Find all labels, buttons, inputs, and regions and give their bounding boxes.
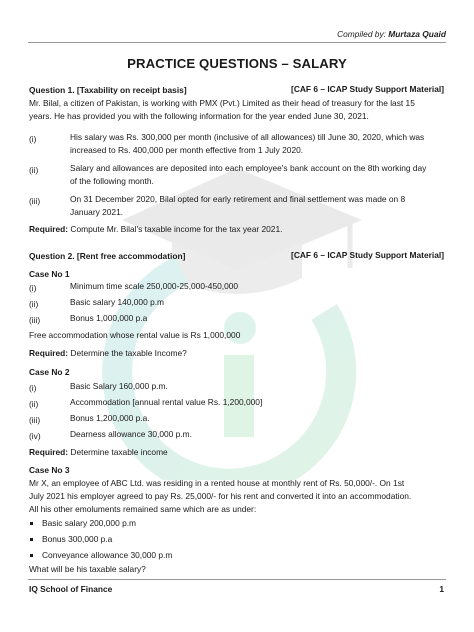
bullet-dot bbox=[30, 554, 33, 557]
q1-item-number: (i) bbox=[29, 134, 37, 144]
compiler-name: Murtaza Quaid bbox=[388, 29, 446, 39]
case1-required bbox=[29, 347, 187, 360]
case2-required bbox=[29, 446, 168, 459]
compiled-label: Compiled by: bbox=[337, 29, 389, 39]
q1-item-line: Salary and allowances are deposited into each employee's bank account on the 8th working day bbox=[70, 163, 427, 173]
footer-school-name: IQ School of Finance bbox=[29, 584, 113, 594]
case3-question: What will be his taxable salary? bbox=[29, 564, 146, 574]
case3-bullet-item: Conveyance allowance 30,000 p.m bbox=[42, 550, 173, 560]
case3-intro-line: Mr X, an employee of ABC Ltd. was residing in a rented house at monthly rent of Rs. 50,000/-. On 1st bbox=[29, 478, 405, 488]
page-title: PRACTICE QUESTIONS – SALARY bbox=[127, 56, 347, 71]
page-number: 1 bbox=[439, 584, 444, 594]
case2-item-number: (iv) bbox=[29, 431, 41, 441]
q1-intro-line: years. He has provided you with the following information for the year ended June 30, 2021. bbox=[29, 111, 369, 121]
required-label: Required: bbox=[29, 348, 69, 358]
case3-intro-line: July 2021 his employer agreed to pay Rs. 25,000/- for his rent and converted it into an accommodation. bbox=[29, 491, 412, 501]
required-label: Required: bbox=[29, 447, 69, 457]
case2-item-text: Dearness allowance 30,000 p.m. bbox=[70, 429, 192, 439]
header-divider bbox=[28, 42, 446, 43]
case1-title: Case No 1 bbox=[29, 269, 70, 279]
required-label: Required: bbox=[29, 224, 69, 234]
required-text: Determine the taxable Income? bbox=[68, 348, 187, 358]
q2-source: [CAF 6 – ICAP Study Support Material] bbox=[291, 250, 444, 260]
case1-item-text: Minimum time scale 250,000-25,000-450,000 bbox=[70, 281, 239, 291]
required-text: Compute Mr. Bilal's taxable income for the tax year 2021. bbox=[68, 224, 283, 234]
case3-bullet-item: Basic salary 200,000 p.m bbox=[42, 518, 137, 528]
q1-item-line: increased to Rs. 400,000 per month effective from 1 July 2020. bbox=[70, 145, 304, 155]
bullet-dot bbox=[30, 522, 33, 525]
footer-divider bbox=[28, 579, 446, 580]
case1-item-number: (i) bbox=[29, 283, 37, 293]
case1-item-text: Bonus 1,000,000 p.a bbox=[70, 313, 148, 323]
q1-intro-line: Mr. Bilal, a citizen of Pakistan, is working with PMX (Pvt.) Limited as their head of treasury for the last 15 bbox=[29, 98, 415, 108]
case1-item-text: Basic salary 140,000 p.m bbox=[70, 297, 165, 307]
case1-item-number: (ii) bbox=[29, 299, 39, 309]
case2-item-text: Bonus 1,200,000 p.a. bbox=[70, 413, 150, 423]
case2-item-number: (i) bbox=[29, 383, 37, 393]
case2-item-number: (iii) bbox=[29, 415, 41, 425]
q1-item-line: On 31 December 2020, Bilal opted for early retirement and final settlement was made on 8 bbox=[70, 194, 406, 204]
q1-item-number: (iii) bbox=[29, 196, 41, 206]
case1-note: Free accommodation whose rental value is Rs 1,000,000 bbox=[29, 330, 241, 340]
q1-heading: Question 1. [Taxability on receipt basis] bbox=[29, 85, 187, 95]
case3-title: Case No 3 bbox=[29, 465, 70, 475]
case3-intro-line: All his other emoluments remained same which are as under: bbox=[29, 504, 257, 514]
case2-item-number: (ii) bbox=[29, 399, 39, 409]
q1-required bbox=[29, 223, 282, 236]
q2-heading: Question 2. [Rent free accommodation] bbox=[29, 251, 186, 261]
q1-item-line: January 2021. bbox=[70, 207, 124, 217]
q1-item-line: His salary was Rs. 300,000 per month (inclusive of all allowances) till June 30, 2020, which was bbox=[70, 132, 425, 142]
bullet-dot bbox=[30, 538, 33, 541]
case1-item-number: (iii) bbox=[29, 315, 41, 325]
case2-item-text: Basic Salary 160,000 p.m. bbox=[70, 381, 168, 391]
case2-item-text: Accommodation [annual rental value Rs. 1,200,000] bbox=[70, 397, 263, 407]
q1-source: [CAF 6 – ICAP Study Support Material] bbox=[291, 84, 444, 94]
case3-bullet-item: Bonus 300,000 p.a bbox=[42, 534, 113, 544]
compiled-by bbox=[337, 29, 446, 39]
q1-item-line: of the following month. bbox=[70, 176, 154, 186]
case2-title: Case No 2 bbox=[29, 367, 70, 377]
required-text: Determine taxable income bbox=[68, 447, 168, 457]
q1-item-number: (ii) bbox=[29, 165, 39, 175]
